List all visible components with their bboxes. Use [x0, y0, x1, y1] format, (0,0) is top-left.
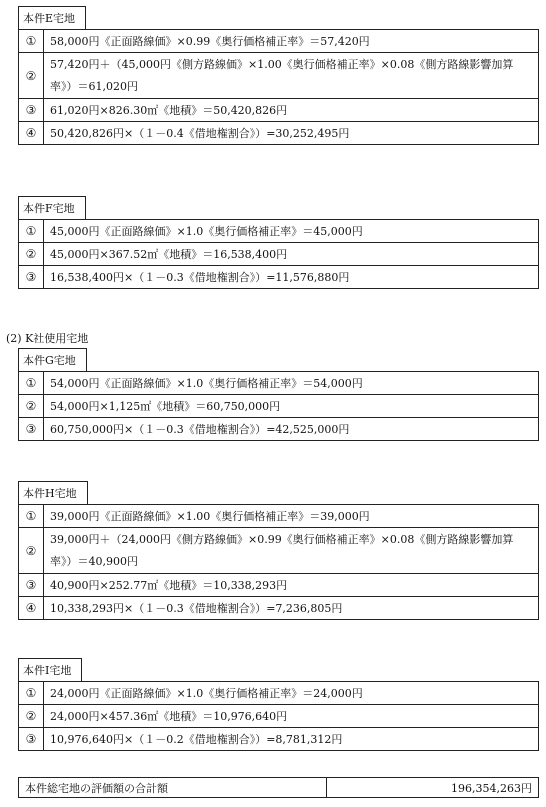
row-text: 24,000円×457.36㎡《地積》＝10,976,640円 [44, 705, 539, 728]
row-number: ④ [19, 597, 44, 620]
total-table [18, 777, 539, 798]
row-text: 10,976,640円×（１－0.2《借地権割合》）=8,781,312円 [44, 728, 539, 751]
block-i [18, 658, 539, 751]
row-text: 61,020円×826.30㎡《地積》＝50,420,826円 [44, 99, 539, 122]
row-number: ④ [19, 122, 44, 145]
row-number: ② [19, 53, 44, 99]
row-text: 54,000円《正面路線価》×1.0《奥行価格補正率》＝54,000円 [44, 372, 539, 395]
row-text: 16,538,400円×（１－0.3《借地権割合》）=11,576,880円 [44, 266, 539, 289]
row-number: ③ [19, 728, 44, 751]
table-row [19, 122, 539, 145]
calc-table [18, 29, 539, 145]
table-row [19, 220, 539, 243]
row-text: 58,000円《正面路線価》×0.99《奥行価格補正率》＝57,420円 [44, 30, 539, 53]
table-row [19, 30, 539, 53]
table-row [19, 574, 539, 597]
block-label: 本件H宅地 [18, 481, 88, 504]
row-number: ③ [19, 574, 44, 597]
row-text: 39,000円《正面路線価》×1.00《奥行価格補正率》＝39,000円 [44, 505, 539, 528]
table-row [19, 243, 539, 266]
calc-table [18, 371, 539, 441]
row-text: 39,000円＋（24,000円《側方路線価》×0.99《奥行価格補正率》×0.08《側方路線影響加算率》）＝40,900円 [44, 528, 539, 574]
row-number: ① [19, 220, 44, 243]
total-label: 本件総宅地の評価額の合計額 [19, 778, 327, 798]
block-h [18, 481, 539, 620]
row-text: 24,000円《正面路線価》×1.0《奥行価格補正率》＝24,000円 [44, 682, 539, 705]
block-label: 本件E宅地 [18, 6, 86, 29]
table-row [19, 778, 539, 798]
calc-table [18, 681, 539, 751]
row-text: 45,000円《正面路線価》×1.0《奥行価格補正率》＝45,000円 [44, 220, 539, 243]
table-row [19, 418, 539, 441]
calc-table [18, 504, 539, 620]
row-number: ① [19, 372, 44, 395]
row-text: 54,000円×1,125㎡《地積》＝60,750,000円 [44, 395, 539, 418]
table-row [19, 53, 539, 99]
block-f [18, 196, 539, 289]
block-e [18, 6, 539, 145]
row-text: 10,338,293円×（１－0.3《借地権割合》）=7,236,805円 [44, 597, 539, 620]
calc-table [18, 219, 539, 289]
row-number: ② [19, 705, 44, 728]
block-label: 本件G宅地 [18, 348, 87, 371]
row-number: ② [19, 243, 44, 266]
block-label: 本件F宅地 [18, 196, 86, 219]
row-text: 45,000円×367.52㎡《地積》＝16,538,400円 [44, 243, 539, 266]
row-number: ③ [19, 99, 44, 122]
row-number: ① [19, 682, 44, 705]
table-row [19, 505, 539, 528]
row-number: ① [19, 505, 44, 528]
section-heading: (2) K社使用宅地 [6, 332, 89, 345]
table-row [19, 372, 539, 395]
block-label: 本件I宅地 [18, 658, 82, 681]
row-text: 40,900円×252.77㎡《地積》＝10,338,293円 [44, 574, 539, 597]
row-text: 60,750,000円×（１－0.3《借地権割合》）=42,525,000円 [44, 418, 539, 441]
row-number: ② [19, 395, 44, 418]
table-row [19, 597, 539, 620]
table-row [19, 266, 539, 289]
row-text: 50,420,826円×（１－0.4《借地権割合》）=30,252,495円 [44, 122, 539, 145]
row-number: ③ [19, 418, 44, 441]
table-row [19, 395, 539, 418]
block-g [18, 348, 539, 441]
row-number: ③ [19, 266, 44, 289]
table-row [19, 528, 539, 574]
table-row [19, 99, 539, 122]
table-row [19, 682, 539, 705]
row-number: ② [19, 528, 44, 574]
table-row [19, 705, 539, 728]
total-value: 196,354,263円 [327, 778, 539, 798]
row-text: 57,420円＋（45,000円《側方路線価》×1.00《奥行価格補正率》×0.08《側方路線影響加算率》）＝61,020円 [44, 53, 539, 99]
table-row [19, 728, 539, 751]
row-number: ① [19, 30, 44, 53]
